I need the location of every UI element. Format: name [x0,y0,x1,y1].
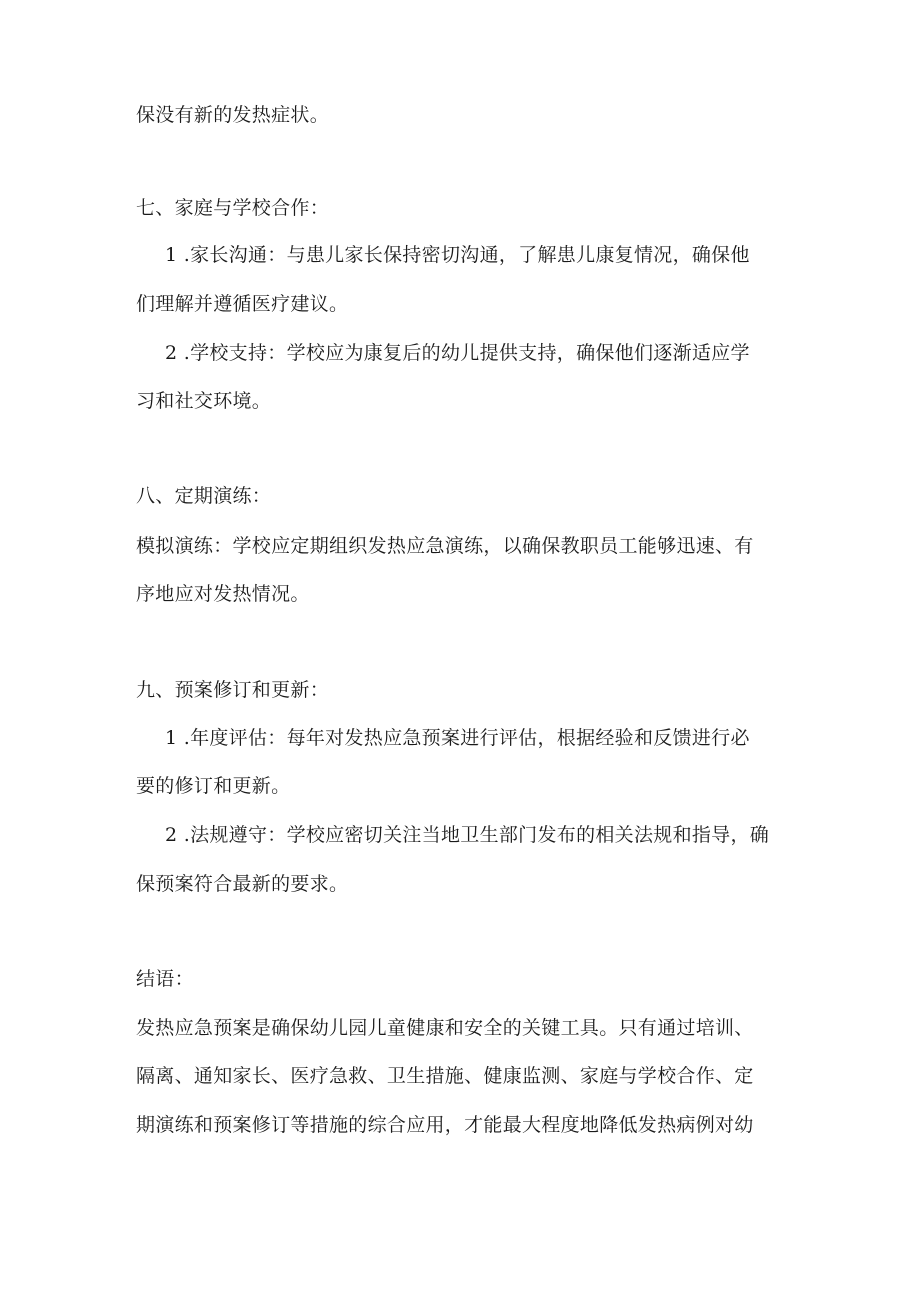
section-heading-conclusion: 结语： [136,968,194,990]
paragraph-line: 期演练和预案修订等措施的综合应用，才能最大程度地降低发热病例对幼 [136,1114,754,1136]
paragraph-line: 序地应对发热情况。 [136,583,310,605]
paragraph-line: 发热应急预案是确保幼儿园儿童健康和安全的关键工具。只有通过培训、 [136,1017,754,1039]
list-item-school-support: 2 .学校支持：学校应为康复后的幼儿提供支持，确保他们逐渐适应学 [165,342,750,364]
list-item-parent-communication: 1 .家长沟通：与患儿家长保持密切沟通，了解患儿康复情况，确保他 [165,244,750,266]
list-item-regulation-compliance: 2 .法规遵守：学校应密切关注当地卫生部门发布的相关法规和指导，确 [165,824,770,846]
paragraph-line: 隔离、通知家长、医疗急救、卫生措施、健康监测、家庭与学校合作、定 [136,1065,754,1087]
section-heading-family-school-cooperation: 七、家庭与学校合作： [136,197,330,219]
paragraph-line: 们理解并遵循医疗建议。 [136,293,349,315]
section-heading-plan-revision: 九、预案修订和更新： [136,679,330,701]
paragraph-line: 要的修订和更新。 [136,775,291,797]
paragraph-line: 习和社交环境。 [136,390,272,412]
list-item-annual-review: 1 .年度评估：每年对发热应急预案进行评估，根据经验和反馈进行必 [165,727,750,749]
paragraph-line: 保预案符合最新的要求。 [136,873,349,895]
paragraph-line: 保没有新的发热症状。 [136,104,330,126]
paragraph-line: 模拟演练：学校应定期组织发热应急演练，以确保教职员工能够迅速、有 [136,535,754,557]
section-heading-regular-drills: 八、定期演练： [136,485,272,507]
